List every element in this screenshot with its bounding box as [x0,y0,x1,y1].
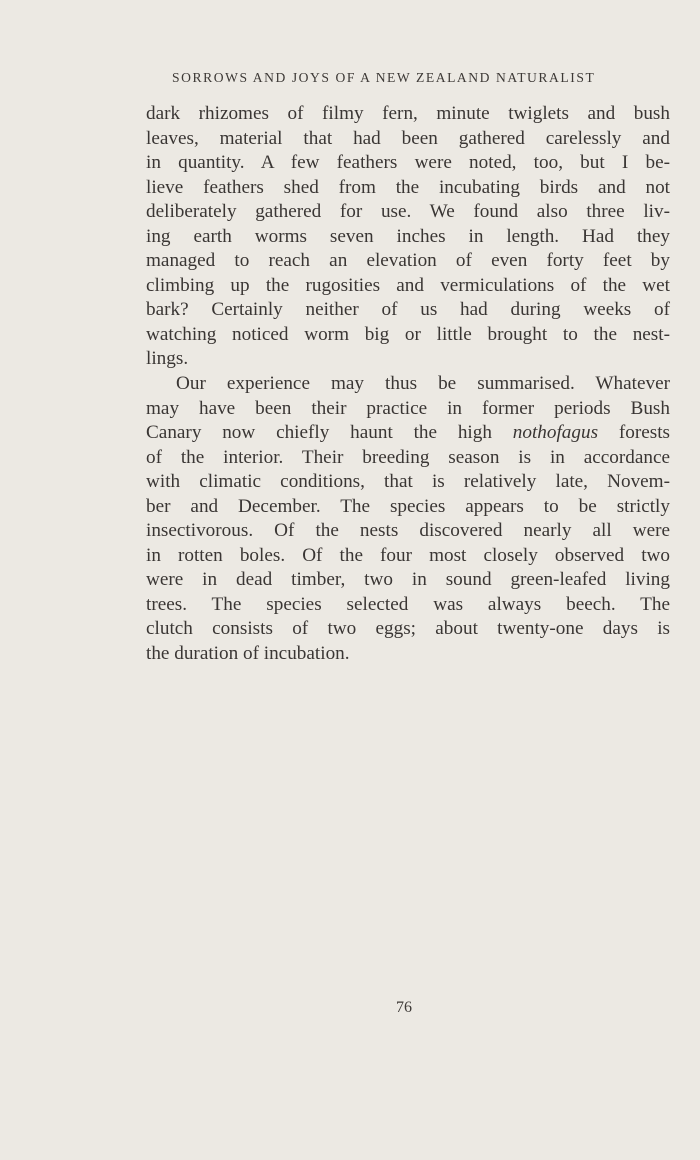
text-line: of the interior. Their breeding season is in accordance [146,446,670,468]
text-line: the duration of incubation. [146,643,350,665]
text-line: watching noticed worm big or little brought to the nest- [146,323,670,345]
page-number: 76 [396,999,412,1016]
italic-term: nothofagus [512,422,599,444]
text-line: insectivorous. Of the nests discovered nearly all were [146,520,670,542]
text-line: lings. [146,348,189,370]
text-line: were in dead timber, two in sound green-leafed living [146,569,670,591]
text-line: in quantity. A few feathers were noted, too, but I be- [146,152,670,174]
text-line: dark rhizomes of filmy fern, minute twiglets and bush [146,103,670,124]
text-line: with climatic conditions, that is relatively late, Novem- [146,471,670,493]
running-head: SORROWS AND JOYS OF A NEW ZEALAND NATURALIST [172,70,596,85]
text-line: managed to reach an elevation of even forty feet by [146,250,670,272]
text-line: ing earth worms seven inches in length. Had they [146,225,670,247]
text-line [146,421,670,446]
text-line: climbing up the rugosities and vermiculations of the wet [146,274,670,296]
text-line: in rotten boles. Of the four most closely observed two [146,544,670,566]
text-line: trees. The species selected was always beech. The [146,593,670,615]
text-line: deliberately gathered for use. We found also three liv- [146,201,670,223]
text-line: ber and December. The species appears to be strictly [146,495,670,517]
text-line: leaves, material that had been gathered carelessly and [146,127,670,149]
text-line: clutch consists of two eggs; about twenty-one days is [146,618,670,640]
text-segment: forests [598,422,671,444]
text-line: lieve feathers shed from the incubating birds and not [146,176,670,198]
text-line: may have been their practice in former periods Bush [146,397,670,419]
text-segment: Canary now chiefly haunt the high [146,422,513,444]
text-line: Our experience may thus be summarised. Whatever [176,373,670,395]
paragraph-2 [146,372,670,667]
paragraph-1 [146,102,670,372]
text-line: bark? Certainly neither of us had during weeks of [146,299,670,321]
body-text [146,102,670,667]
